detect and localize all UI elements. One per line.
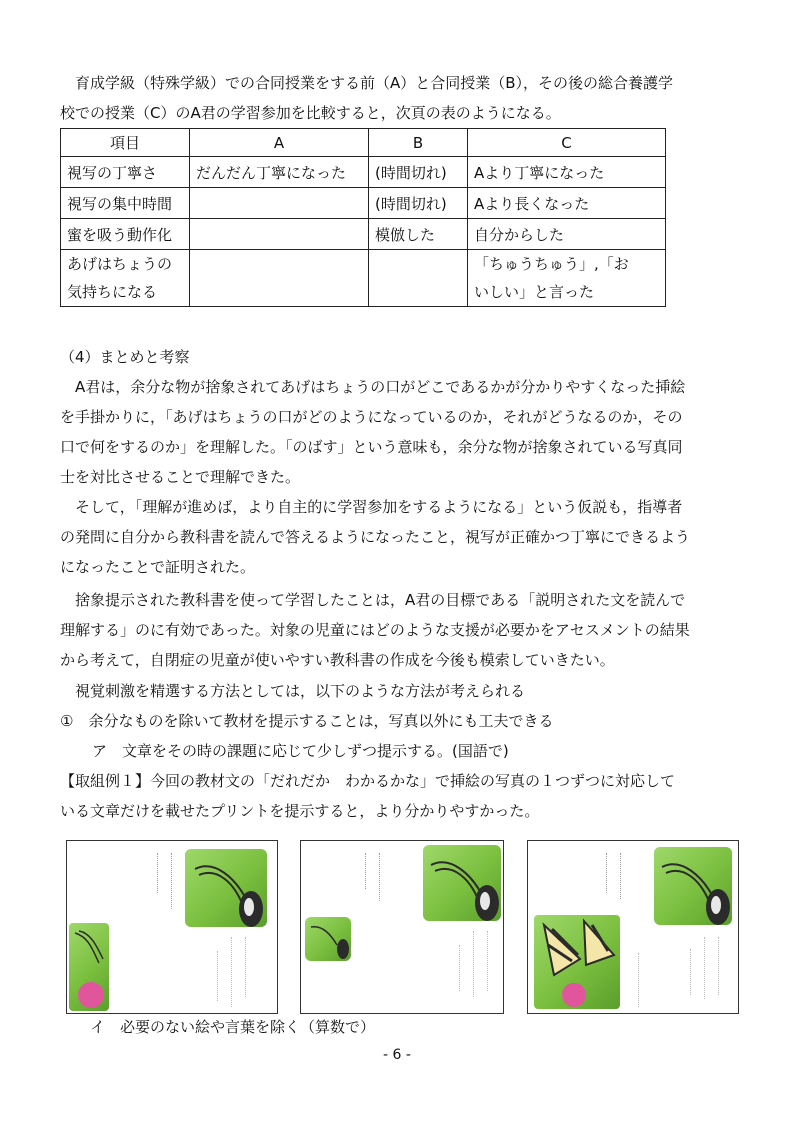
header-b: B <box>369 129 468 157</box>
example-line-1: 【取組例１】今回の教材文の「だれだか わかるかな」で挿絵の写真の１つずつに対応して <box>60 772 676 790</box>
swallowtail-butterfly-photo <box>534 915 620 1009</box>
butterfly-mouth-photo <box>185 849 267 927</box>
comparison-table <box>60 128 666 307</box>
p1-line-1: A君は，余分な物が捨象されてあげはちょうの口がどこであるかが分かりやすくなった挿絵 <box>75 378 686 396</box>
row-a <box>190 250 369 307</box>
vertical-text-lines <box>379 853 388 901</box>
p3-line-3: から考えて，自閉症の児童が使いやすい教科書の作成を今後も模索していきたい。 <box>60 651 615 669</box>
row-c: 自分からした <box>468 219 666 250</box>
butterfly-small-photo <box>305 917 351 961</box>
row-item-line-2: 気持ちになる <box>67 283 158 301</box>
row-item <box>61 250 190 307</box>
row-b <box>369 250 468 307</box>
table-header-row <box>61 129 666 157</box>
vertical-text-lines <box>217 951 226 1001</box>
row-a <box>190 219 369 250</box>
vertical-text-lines <box>606 853 615 893</box>
row-item: 視写の丁寧さ <box>61 157 190 188</box>
vertical-text-lines <box>231 937 240 1007</box>
vertical-text-lines <box>473 931 482 997</box>
vertical-text-lines <box>365 853 374 889</box>
vertical-text-lines <box>487 931 496 991</box>
intro-line-1: 育成学級（特殊学級）での合同授業をする前（A）と合同授業（B），その後の総合養護学 <box>75 74 674 92</box>
vertical-text-lines <box>157 853 166 893</box>
row-c: Aより丁寧になった <box>468 157 666 188</box>
p2-line-3: になったことで証明された。 <box>60 558 256 576</box>
butterfly-mouth-photo <box>423 845 501 921</box>
p2-line-1: そして，「理解が進めば，より自主的に学習参加をするようになる」という仮説も，指導者 <box>75 498 683 516</box>
header-c: C <box>468 129 666 157</box>
header-a: A <box>190 129 369 157</box>
vertical-text-lines <box>638 953 647 1007</box>
row-b: (時間切れ) <box>369 157 468 188</box>
row-item: 視写の集中時間 <box>61 188 190 219</box>
butterfly-mouth-photo <box>654 847 732 925</box>
p3-line-2: 理解する」のに有効であった。対象の児童にはどのような支援が必要かをアセスメントの結果 <box>60 621 690 639</box>
row-c-line-2: いしい」と言った <box>474 283 595 301</box>
vertical-text-lines <box>718 937 727 995</box>
p1-line-3: 口で何をするのか」を理解した。「のばす」という意味も，余分な物が捨象されている写真同 <box>60 438 683 456</box>
p3-line-1: 捨象提示された教科書を使って学習したことは，A君の目標である「説明された文を読んで <box>75 591 686 609</box>
row-item: 蜜を吸う動作化 <box>61 219 190 250</box>
table-row <box>61 219 666 250</box>
vertical-text-lines <box>459 945 468 991</box>
list-item-1a: ア 文章をその時の課題に応じて少しずつ提示する。(国語で) <box>92 742 509 760</box>
worksheet-image-2 <box>300 840 504 1014</box>
example-line-2: いる文章だけを載せたプリントを提示すると，より分かりやすかった。 <box>60 802 540 820</box>
worksheet-image-3 <box>527 840 739 1014</box>
vertical-text-lines <box>171 853 180 909</box>
vertical-text-lines <box>245 937 254 997</box>
table-row <box>61 188 666 219</box>
vertical-text-lines <box>620 853 629 899</box>
row-a <box>190 188 369 219</box>
vertical-text-lines <box>704 937 713 999</box>
row-c-line-1: 「ちゅうちゅう」,「お <box>474 255 629 273</box>
row-c <box>468 250 666 307</box>
list-item-1b: イ 必要のない絵や言葉を除く（算数で） <box>90 1018 376 1036</box>
list-item-1: ① 余分なものを除いて教材を提示することは，写真以外にも工夫できる <box>60 712 554 730</box>
row-c: Aより長くなった <box>468 188 666 219</box>
row-item-line-1: あげはちょうの <box>67 255 173 273</box>
header-item: 項目 <box>61 129 190 157</box>
p1-line-4: 士を対比させることで理解できた。 <box>60 468 301 486</box>
p1-line-2: を手掛かりに，「あげはちょうの口がどのようになっているのか，それがどうなるのか，その <box>60 408 683 426</box>
row-b: 模倣した <box>369 219 468 250</box>
page-number: - 6 - <box>383 1047 411 1063</box>
p4: 視覚刺激を精選する方法としては，以下のような方法が考えられる <box>75 682 526 700</box>
intro-line-2: 校での授業（C）のA君の学習参加を比較すると，次頁の表のようになる。 <box>60 104 561 122</box>
row-a: だんだん丁寧になった <box>190 157 369 188</box>
vertical-text-lines <box>690 949 699 995</box>
section-heading: （4）まとめと考察 <box>60 348 190 366</box>
table-row <box>61 250 666 307</box>
row-b: (時間切れ) <box>369 188 468 219</box>
table-row <box>61 157 666 188</box>
p2-line-2: の発問に自分から教科書を読んで答えるようになったこと，視写が正確かつ丁寧にできるよう <box>60 528 691 546</box>
worksheet-image-1 <box>66 840 278 1014</box>
butterfly-flower-photo <box>69 923 109 1011</box>
